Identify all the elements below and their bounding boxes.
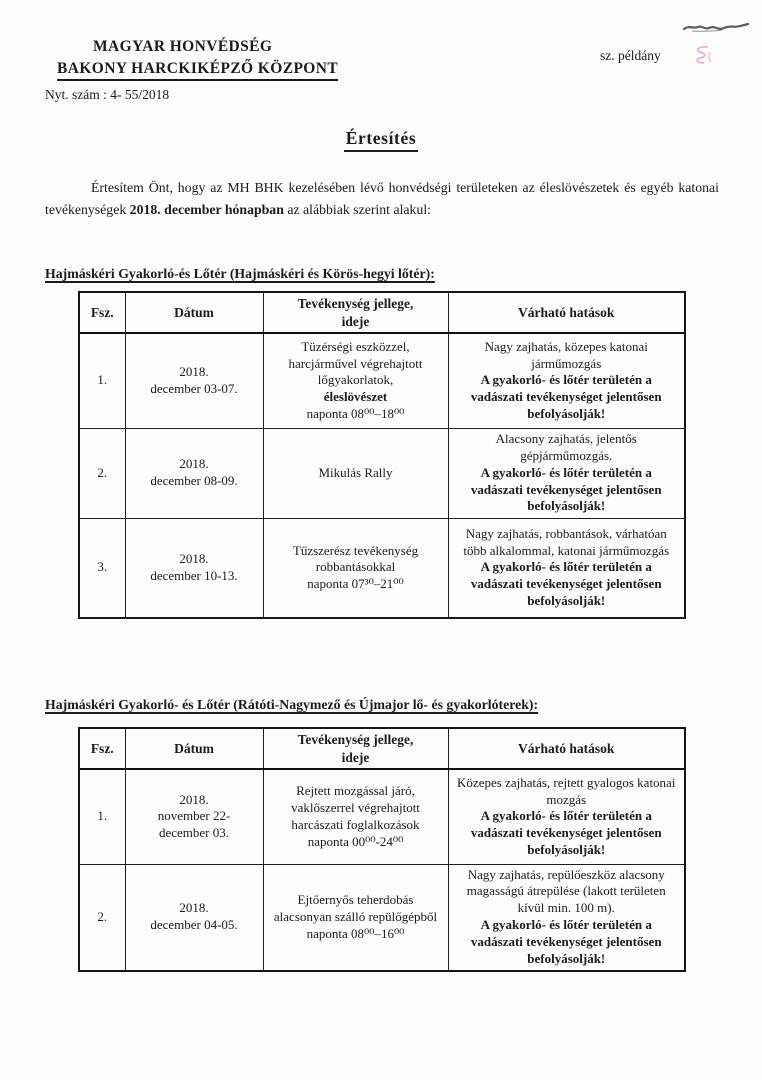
table1-col-header-effects: Várható hatások: [448, 292, 685, 333]
table2-col-header-effects: Várható hatások: [448, 728, 685, 769]
registry-number: Nyt. szám : 4- 55/2018: [45, 87, 170, 102]
org-name-line2: BAKONY HARCKIKÉPZŐ KÖZPONT: [57, 60, 338, 81]
cell-effects: Közepes zajhatás, rejtett gyalogos katonai mozgás A gyakorló- és lőtér területén a vadászati tevékenységet jelentősen befolyásolják!: [448, 769, 685, 864]
cell-date: 2018. december 08-09.: [125, 428, 263, 518]
intro-text-bold: 2018. december hónapban: [129, 202, 284, 218]
table1-col-header-date: Dátum: [125, 292, 263, 333]
cell-fsz: 2.: [79, 428, 125, 518]
table1-header-row: [79, 292, 685, 333]
table1-row-2: [79, 428, 685, 518]
table1-row-1: [79, 333, 685, 428]
cell-fsz: 2.: [79, 864, 125, 971]
cell-date: 2018. december 03-07.: [125, 333, 263, 428]
pen-scribble-mark: [682, 15, 752, 37]
cell-effects: Nagy zajhatás, robbantások, várhatóan több alkalommal, katonai járműmozgás A gyakorló- és lőtér területén a vadászati tevékenységet jelentősen befolyásolják!: [448, 518, 685, 618]
section2-heading: Hajmáskéri Gyakorló- és Lőtér (Rátóti-Nagymező és Újmajor lő- és gyakorlóterek):: [45, 697, 539, 712]
cell-activity: Tüzérségi eszközzel, harcjárművel végrehajtott lőgyakorlatok, éleslövészet naponta 08⁰⁰–18⁰⁰: [263, 333, 448, 428]
table1-col-header-fsz: Fsz.: [79, 292, 125, 333]
cell-date: 2018. november 22- december 03.: [125, 769, 263, 864]
table2-header-row: [79, 728, 685, 769]
intro-text-post: az alábbiak szerint alakul:: [283, 202, 431, 218]
intro-paragraph: [45, 177, 719, 221]
cell-fsz: 1.: [79, 769, 125, 864]
cell-fsz: 1.: [79, 333, 125, 428]
intro-text-pre: Értesítem Önt, hogy az MH BHK kezelésében lévő honvédségi területeken az éleslövészetek és egyéb katonai tevékenységek: [45, 180, 719, 218]
section1-heading: Hajmáskéri Gyakorló-és Lőtér (Hajmáskéri és Körös-hegyi lőtér):: [45, 266, 435, 281]
cell-activity: Rejtett mozgással járó, vaklőszerrel végrehajtott harcászati foglalkozások naponta 00⁰⁰-24⁰⁰: [263, 769, 448, 864]
cell-date: 2018. december 04-05.: [125, 864, 263, 971]
pink-stamp-mark: [691, 44, 717, 68]
cell-date: 2018. december 10-13.: [125, 518, 263, 618]
table2-col-header-date: Dátum: [125, 728, 263, 769]
cell-effects: Nagy zajhatás, közepes katonai járműmozgás A gyakorló- és lőtér területén a vadászati tevékenységet jelentősen befolyásolják!: [448, 333, 685, 428]
table1-col-header-activity: Tevékenység jellege, ideje: [263, 292, 448, 333]
table1-row-3: [79, 518, 685, 618]
cell-activity: Tűzszerész tevékenység robbantásokkal naponta 07³⁰–21⁰⁰: [263, 518, 448, 618]
table2-row-2: [79, 864, 685, 971]
cell-effects: Nagy zajhatás, repülőeszköz alacsony magasságú átrepülése (lakott területen kívül min. 100 m). A gyakorló- és lőtér területén a vadászati tevékenységet jelentősen befolyásolják!: [448, 864, 685, 971]
copy-number-label: sz. példány: [600, 48, 661, 63]
table2-col-header-activity: Tevékenység jellege, ideje: [263, 728, 448, 769]
cell-effects: Alacsony zajhatás, jelentős gépjárműmozgás. A gyakorló- és lőtér területén a vadászati tevékenységet jelentősen befolyásolják!: [448, 428, 685, 518]
cell-activity: Ejtőernyős teherdobás alacsonyan szálló repülőgépből naponta 08⁰⁰–16⁰⁰: [263, 864, 448, 971]
schedule-table-1: [78, 291, 686, 619]
document-title-wrap: [0, 128, 762, 152]
cell-activity: Mikulás Rally: [263, 428, 448, 518]
schedule-table-2: [78, 727, 686, 972]
table2-col-header-fsz: Fsz.: [79, 728, 125, 769]
org-name-line1: MAGYAR HONVÉDSÉG: [93, 38, 273, 55]
table2-row-1: [79, 769, 685, 864]
document-title: Értesítés: [344, 128, 419, 152]
cell-fsz: 3.: [79, 518, 125, 618]
